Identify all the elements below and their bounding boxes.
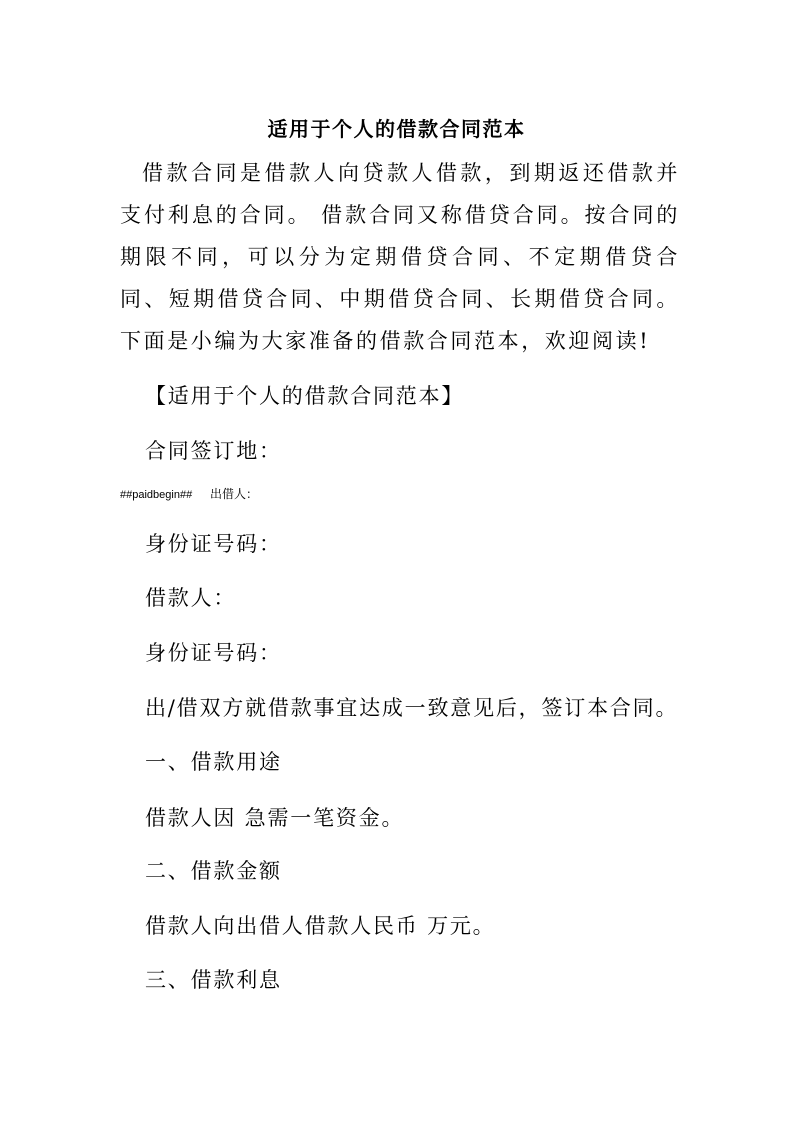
- clause-heading-amount: 二、借款金额: [145, 859, 282, 883]
- lender-id-label: 身份证号码：: [145, 532, 282, 556]
- document-title: 适用于个人的借款合同范本: [267, 117, 526, 142]
- clause-heading-purpose: 一、借款用途: [145, 750, 282, 774]
- borrower-id-label: 身份证号码：: [145, 641, 282, 665]
- contract-sign-place-label: 合同签订地：: [145, 439, 282, 463]
- agreement-statement: 出/借双方就借款事宜达成一致意见后，签订本合同。: [145, 696, 679, 720]
- clause-text-purpose: 借款人因 急需一笔资金。: [145, 806, 405, 830]
- clause-text-amount: 借款人向出借人借款人民币 万元。: [145, 914, 496, 938]
- clause-heading-interest: 三、借款利息: [145, 968, 282, 992]
- lender-label: 出借人：: [210, 487, 259, 501]
- borrower-label: 借款人：: [145, 586, 237, 610]
- lender-line: [120, 484, 258, 505]
- section-heading: 【适用于个人的借款合同范本】: [145, 384, 465, 408]
- intro-paragraph: 借款合同是借款人向贷款人借款，到期返还借款并支付利息的合同。 借款合同又称借贷合同。按合同的期限不同，可以分为定期借贷合同、不定期借贷合同、短期借贷合同、中期借贷合同、长期借贷合同。下面是小编为大家准备的借款合同范本，欢迎阅读!: [120, 161, 680, 353]
- paid-begin-marker: ##paidbegin##: [120, 489, 193, 501]
